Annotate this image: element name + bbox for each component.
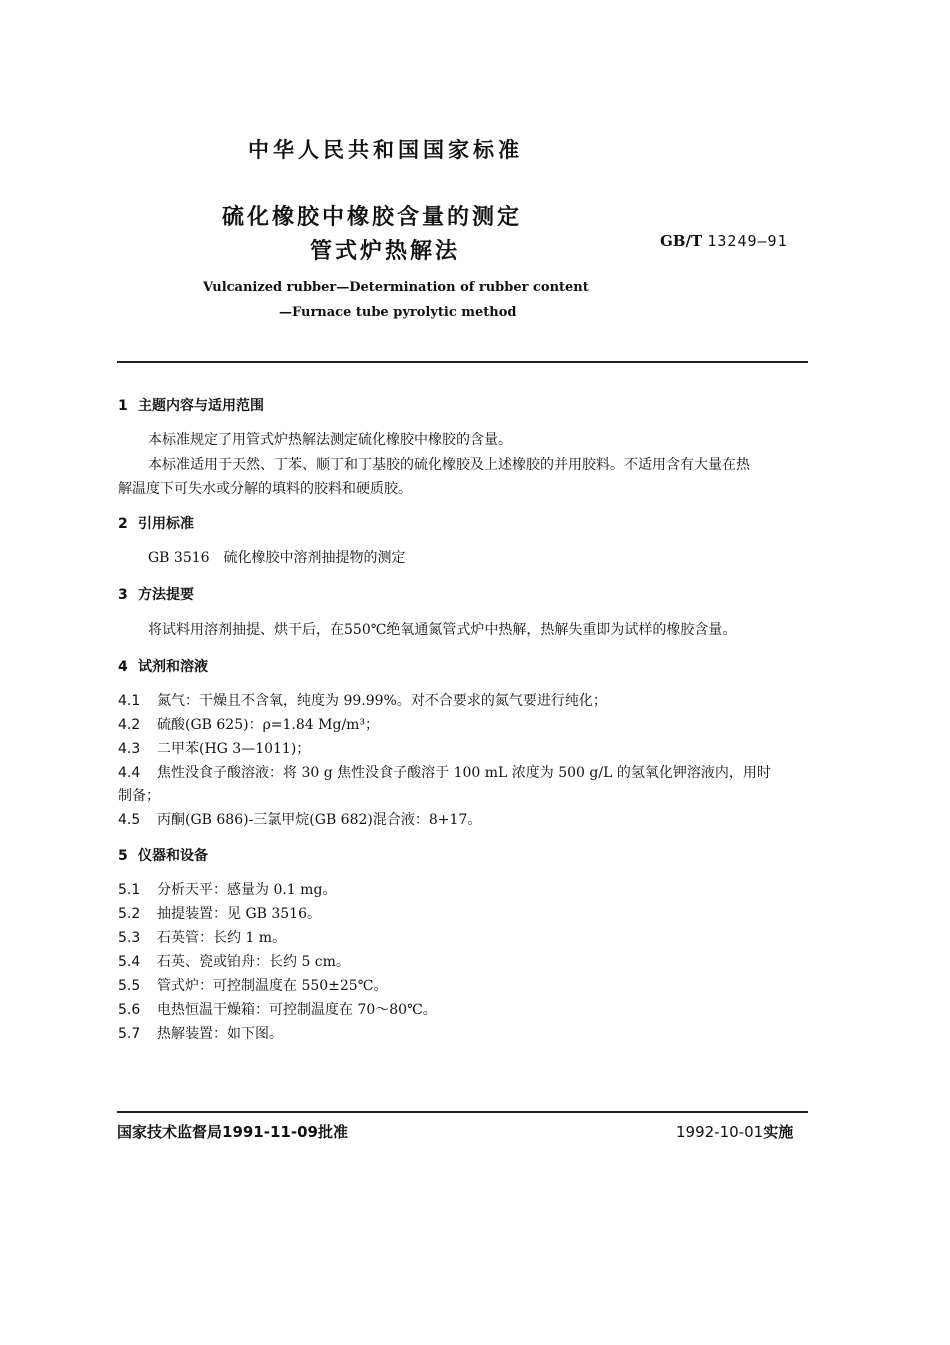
section-title: 主题内容与适用范围 bbox=[138, 398, 264, 414]
section-3-heading bbox=[118, 584, 194, 604]
list-item: 5.6 电热恒温干燥箱：可控制温度在 70～80℃。 bbox=[118, 1002, 437, 1018]
list-item: 5.7 热解装置：如下图。 bbox=[118, 1026, 283, 1042]
section-title: 引用标准 bbox=[138, 516, 194, 532]
header-divider bbox=[117, 361, 808, 363]
section-1-paragraph-2-cont: 解温度下可失水或分解的填料的胶料和硬质胶。 bbox=[118, 481, 412, 497]
section-number: 5 bbox=[118, 848, 128, 864]
list-item: 4.5 丙酮(GB 686)-三氯甲烷(GB 682)混合液：8+17。 bbox=[118, 812, 482, 828]
effective-label: 实施 bbox=[763, 1123, 794, 1141]
list-item: 4.4 焦性没食子酸溶液：将 30 g 焦性没食子酸溶于 100 mL 浓度为 500 g/L 的氢氧化钾溶液内，用时 bbox=[118, 765, 771, 781]
normative-reference: GB 3516 硫化橡胶中溶剂抽提物的测定 bbox=[148, 550, 406, 566]
list-item: 4.3 二甲苯(HG 3—1011)； bbox=[118, 741, 311, 757]
section-title: 仪器和设备 bbox=[138, 848, 208, 864]
effective-line bbox=[676, 1121, 793, 1142]
section-5-heading bbox=[118, 845, 208, 865]
section-number: 2 bbox=[118, 516, 128, 532]
list-item: 4.2 硫酸(GB 625)：ρ=1.84 Mg/m³； bbox=[118, 717, 380, 733]
section-1-heading bbox=[118, 395, 264, 415]
document-title-line-2: 管式炉热解法 bbox=[310, 239, 461, 264]
section-number: 4 bbox=[118, 659, 128, 675]
section-number: 3 bbox=[118, 587, 128, 603]
list-item: 4.1 氮气：干燥且不含氧，纯度为 99.99%。对不合要求的氮气要进行纯化； bbox=[118, 693, 607, 709]
standard-code bbox=[660, 232, 788, 250]
section-2-heading bbox=[118, 513, 194, 533]
list-item-continuation: 制备； bbox=[118, 788, 160, 804]
footer-divider bbox=[117, 1111, 808, 1113]
section-title: 方法提要 bbox=[138, 587, 194, 603]
list-item: 5.3 石英管：长约 1 m。 bbox=[118, 930, 287, 946]
effective-date: 1992-10-01 bbox=[676, 1123, 764, 1141]
list-item: 5.1 分析天平：感量为 0.1 mg。 bbox=[118, 882, 337, 898]
section-1-paragraph-1: 本标准规定了用管式炉热解法测定硫化橡胶中橡胶的含量。 bbox=[148, 432, 512, 448]
approval-line: 国家技术监督局1991-11-09批准 bbox=[117, 1123, 348, 1141]
section-1-paragraph-2: 本标准适用于天然、丁苯、顺丁和丁基胶的硫化橡胶及上述橡胶的并用胶料。不适用含有大量在热 bbox=[148, 457, 750, 473]
standard-code-number: 13249—91 bbox=[707, 232, 788, 250]
list-item: 5.4 石英、瓷或铂舟：长约 5 cm。 bbox=[118, 954, 350, 970]
list-item: 5.5 管式炉：可控制温度在 550±25℃。 bbox=[118, 978, 388, 994]
national-standard-heading: 中华人民共和国国家标准 bbox=[248, 138, 523, 162]
english-title-line-2: —Furnace tube pyrolytic method bbox=[279, 305, 517, 320]
section-4-heading bbox=[118, 656, 208, 676]
section-title: 试剂和溶液 bbox=[138, 659, 208, 675]
list-item: 5.2 抽提装置：见 GB 3516。 bbox=[118, 906, 322, 922]
section-number: 1 bbox=[118, 398, 128, 414]
english-title-line-1: Vulcanized rubber—Determination of rubber content bbox=[203, 280, 589, 295]
section-3-paragraph: 将试料用溶剂抽提、烘干后，在550℃绝氧通氮管式炉中热解，热解失重即为试样的橡胶含量。 bbox=[148, 622, 737, 638]
standard-code-prefix: GB/T bbox=[660, 232, 703, 250]
document-title-line-1: 硫化橡胶中橡胶含量的测定 bbox=[222, 205, 523, 230]
